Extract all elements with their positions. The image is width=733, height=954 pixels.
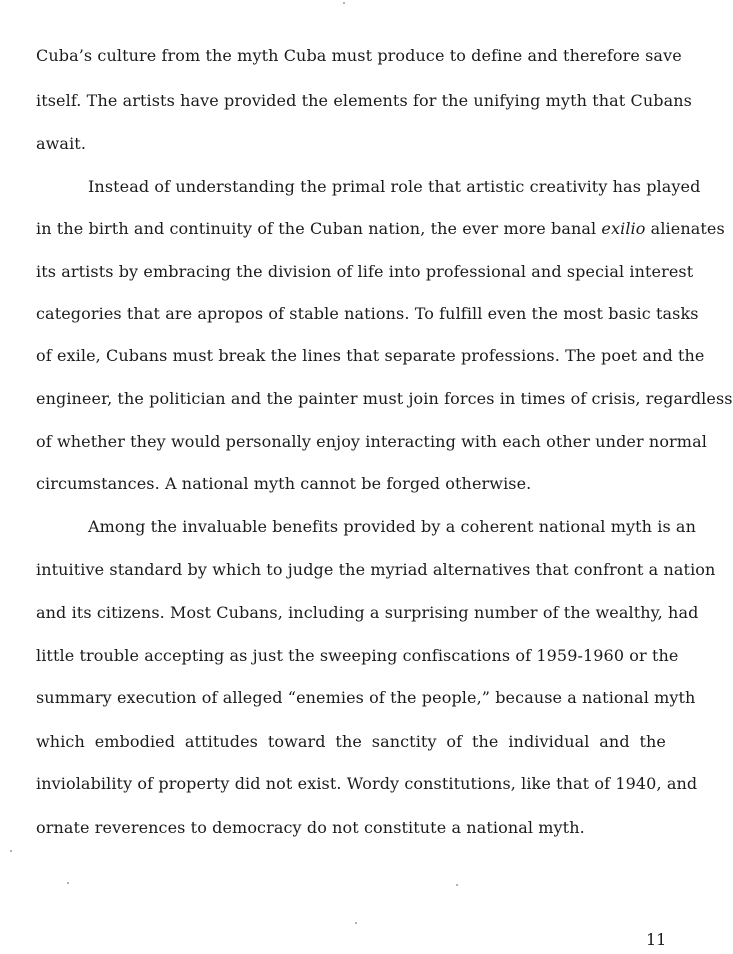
scan-speck bbox=[456, 884, 458, 886]
paragraph-2-line-4 bbox=[36, 304, 699, 324]
paragraph-2-line-5 bbox=[36, 346, 705, 366]
text-run: alienates bbox=[645, 219, 725, 238]
text-run: of whether they would personally enjoy interacting with each other under normal bbox=[36, 432, 707, 451]
paragraph-1-line-2 bbox=[36, 91, 692, 111]
text-run: ornate reverences to democracy do not constitute a national myth. bbox=[36, 818, 585, 837]
paragraph-2-line-1 bbox=[88, 177, 701, 197]
paragraph-2-line-8 bbox=[36, 474, 666, 494]
paragraph-1-line-1 bbox=[36, 46, 682, 66]
text-run: little trouble accepting as just the sweeping confiscations of 1959-1960 or the bbox=[36, 646, 679, 665]
text-run: await. bbox=[36, 134, 87, 153]
text-run: which embodied attitudes toward the sanctity of the individual and the bbox=[36, 732, 666, 751]
text-run: of exile, Cubans must break the lines that separate professions. The poet and the bbox=[36, 346, 705, 365]
paragraph-2-line-7 bbox=[36, 432, 707, 452]
paragraph-3-line-8 bbox=[36, 818, 666, 838]
paragraph-3-line-7 bbox=[36, 774, 698, 794]
paragraph-2-line-6 bbox=[36, 389, 733, 409]
paragraph-3-line-2 bbox=[36, 560, 716, 580]
text-run: engineer, the politician and the painter must join forces in times of crisis, regardless bbox=[36, 389, 733, 408]
text-run: summary execution of alleged “enemies of the people,” because a national myth bbox=[36, 688, 696, 707]
text-run: in the birth and continuity of the Cuban nation, the ever more banal bbox=[36, 219, 602, 238]
scan-speck bbox=[343, 2, 345, 4]
text-run: categories that are apropos of stable nations. To fulfill even the most basic tasks bbox=[36, 304, 699, 323]
text-run: Instead of understanding the primal role that artistic creativity has played bbox=[88, 177, 701, 196]
text-run: inviolability of property did not exist. Wordy constitutions, like that of 1940, and bbox=[36, 774, 698, 793]
text-run: and its citizens. Most Cubans, including a surprising number of the wealthy, had bbox=[36, 603, 699, 622]
paragraph-3-line-4 bbox=[36, 646, 679, 666]
paragraph-1-line-3 bbox=[36, 134, 666, 154]
text-run: Among the invaluable benefits provided by a coherent national myth is an bbox=[88, 517, 696, 536]
text-run: circumstances. A national myth cannot be forged otherwise. bbox=[36, 474, 532, 493]
paragraph-2-line-2 bbox=[36, 219, 725, 239]
italic-term: exilio bbox=[601, 219, 646, 238]
text-run: its artists by embracing the division of life into professional and special interest bbox=[36, 262, 694, 281]
paragraph-3-line-1 bbox=[88, 517, 696, 537]
scan-speck bbox=[10, 850, 12, 852]
text-run: intuitive standard by which to judge the myriad alternatives that confront a nation bbox=[36, 560, 716, 579]
paragraph-3-line-3 bbox=[36, 603, 699, 623]
paragraph-3-line-5 bbox=[36, 688, 696, 708]
paragraph-2-line-3 bbox=[36, 262, 694, 282]
scan-speck bbox=[355, 922, 357, 924]
text-run: itself. The artists have provided the elements for the unifying myth that Cubans bbox=[36, 91, 692, 110]
paragraph-3-line-6 bbox=[36, 732, 666, 752]
scan-speck bbox=[67, 882, 69, 884]
text-run: Cuba’s culture from the myth Cuba must produce to define and therefore save bbox=[36, 46, 682, 65]
page-number: 11 bbox=[646, 930, 667, 949]
